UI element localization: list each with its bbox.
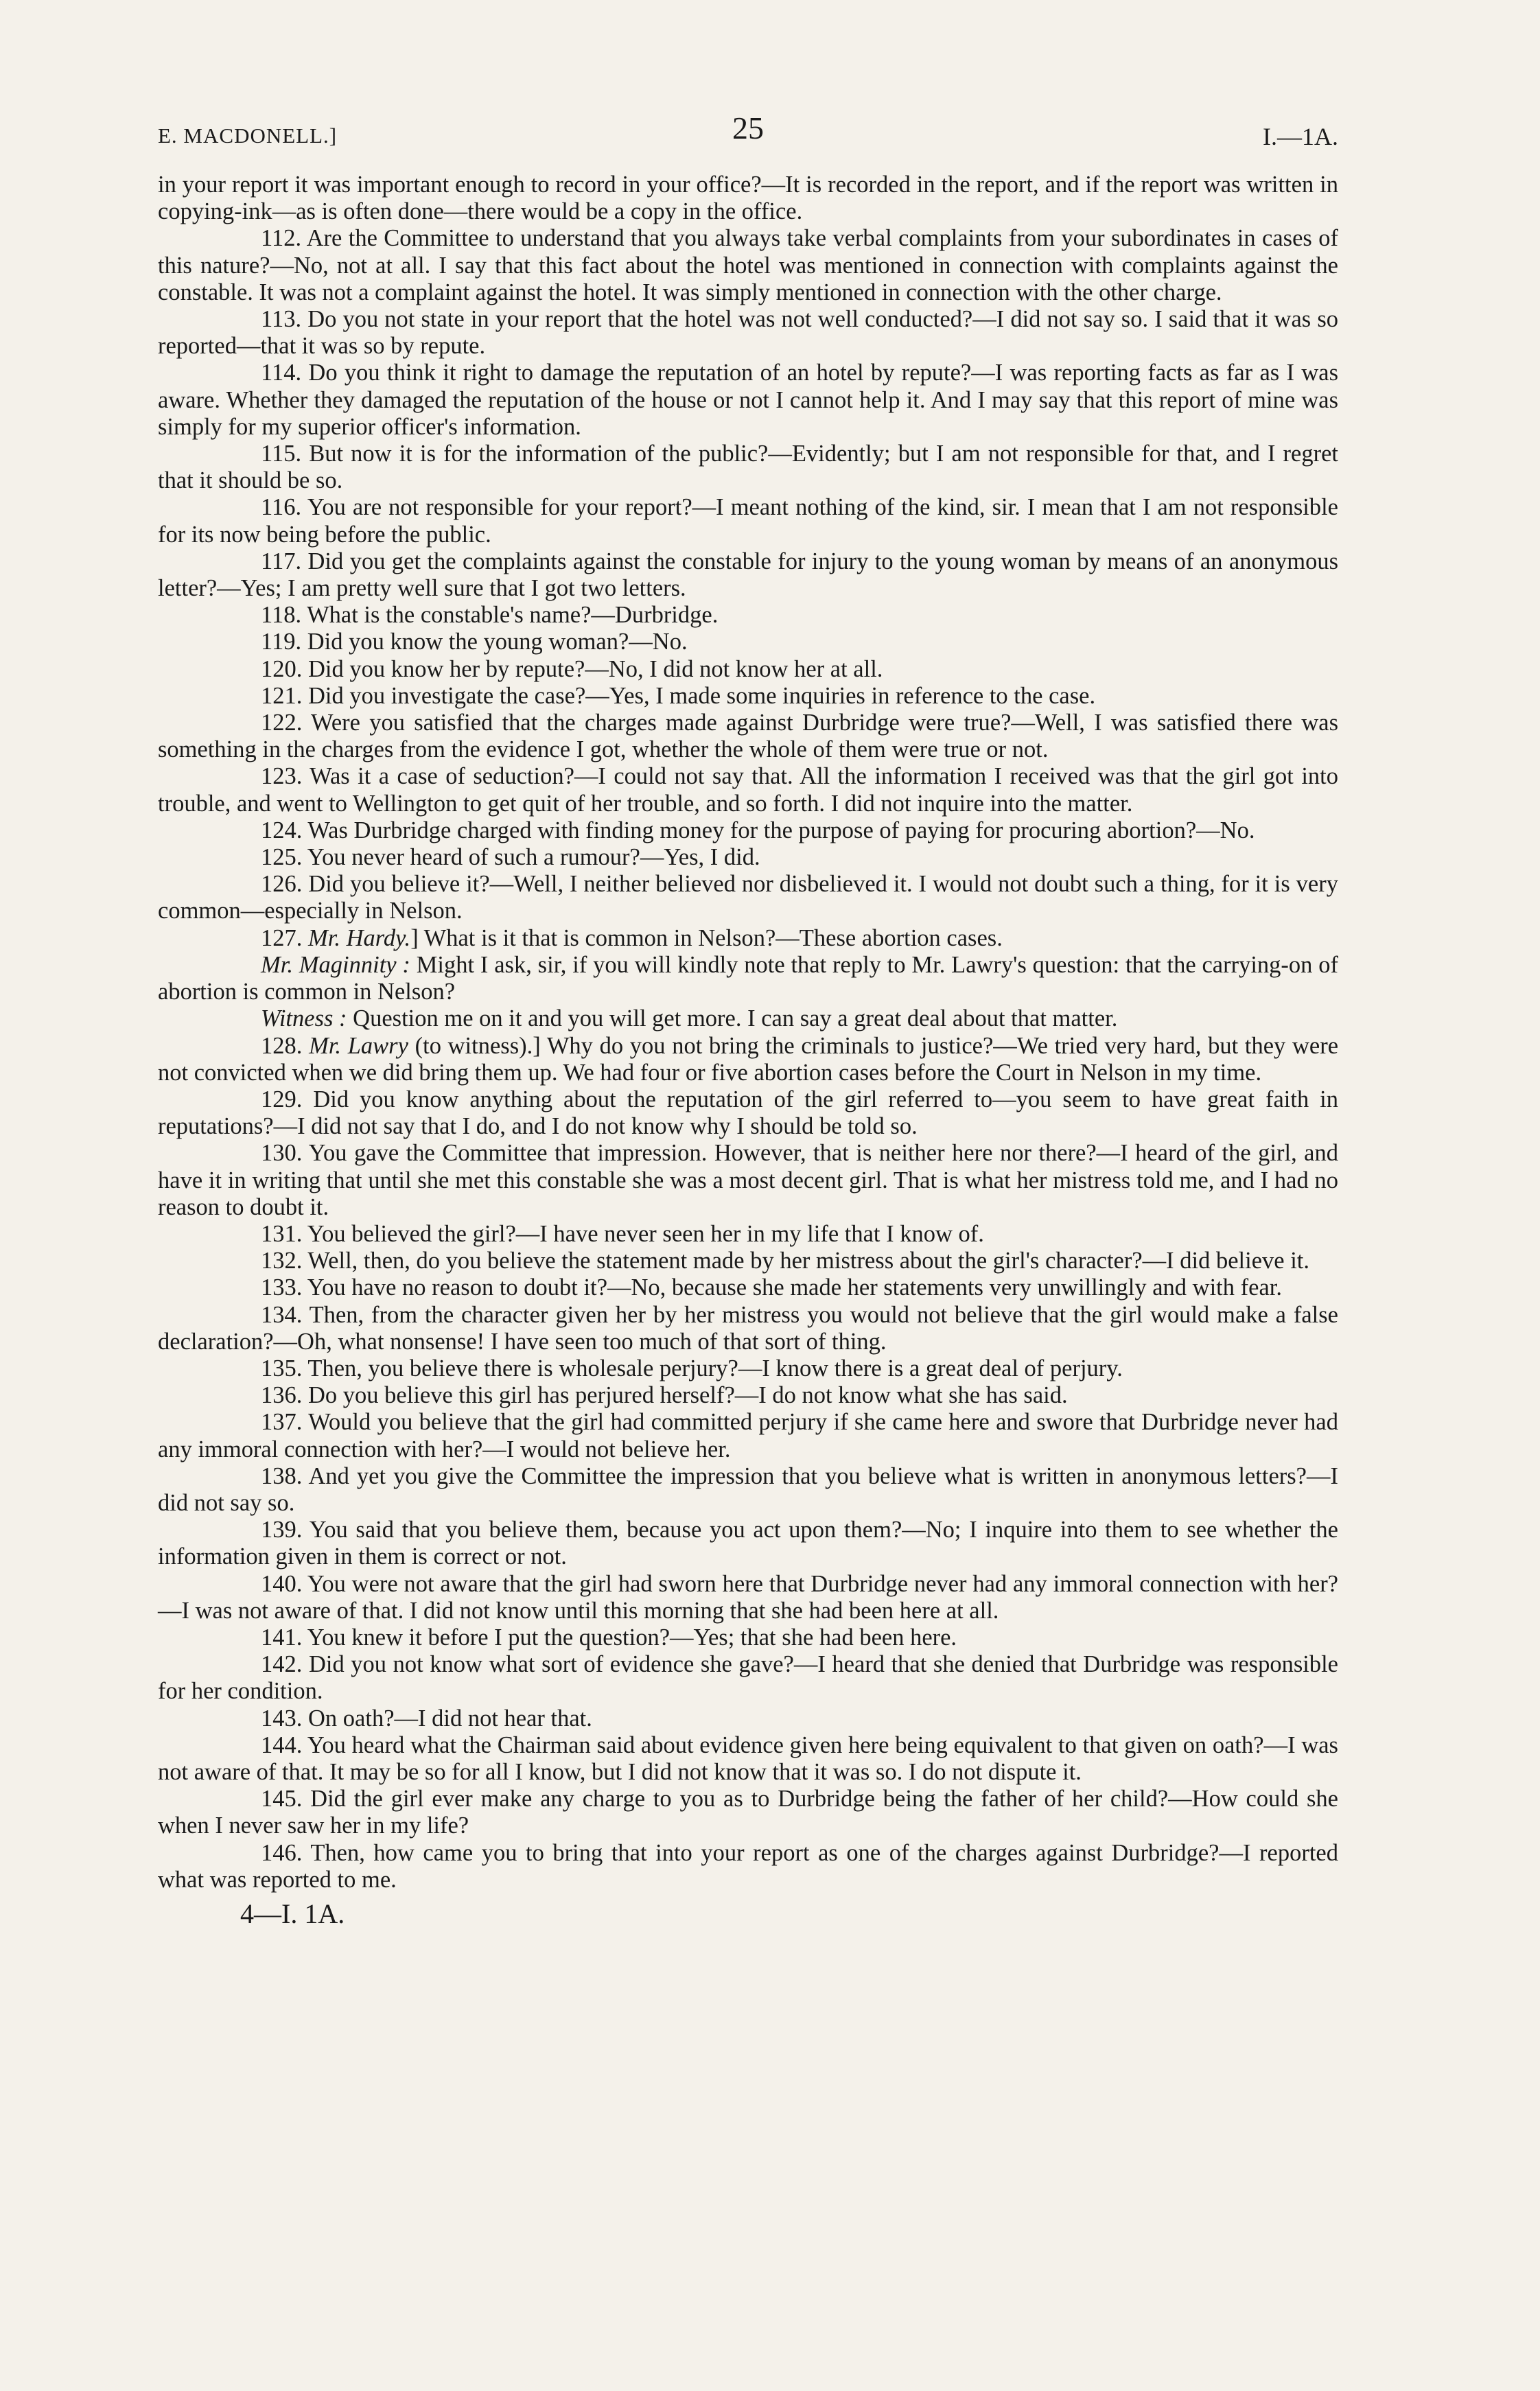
testimony-paragraph bbox=[158, 952, 1338, 1005]
header-witness-name: E. MACDONELL.] bbox=[158, 124, 338, 148]
testimony-paragraph: 136. Do you believe this girl has perjured herself?—I do not know what she has said. bbox=[261, 1382, 1068, 1409]
testimony-paragraph: 133. You have no reason to doubt it?—No, because she made her statements very unwillingly and with fear. bbox=[261, 1274, 1282, 1301]
testimony-paragraph: 139. You said that you believe them, because you act upon them?—No; I inquire into them to see whether the information given in them is correct or not. bbox=[158, 1517, 1338, 1570]
document-page bbox=[158, 110, 1338, 1929]
speaker-name: Mr. Maginnity : bbox=[261, 951, 410, 978]
document-body bbox=[158, 172, 1338, 1893]
paragraph-text: ] What is it that is common in Nelson?—These abortion cases. bbox=[410, 924, 1003, 951]
question-number: 128. bbox=[261, 1032, 310, 1059]
testimony-paragraph: 125. You never heard of such a rumour?—Yes, I did. bbox=[261, 844, 760, 871]
question-number: 127. bbox=[261, 924, 308, 951]
testimony-paragraph: 114. Do you think it right to damage the reputation of an hotel by repute?—I was reporting facts as far as I was aware. Whether they damaged the reputation of the house or not I cannot help it. And I may say that this report of mine was simply for my superior officer's information. bbox=[158, 360, 1338, 440]
paragraph-text: Might I ask, sir, if you will kindly note that reply to Mr. Lawry's question: that the carrying-on of abortion is common in Nelson? bbox=[158, 951, 1338, 1005]
testimony-paragraph: 115. But now it is for the information of the public?—Evidently; but I am not responsible for that, and I regret that it should be so. bbox=[158, 441, 1338, 494]
speaker-name: Mr. Hardy. bbox=[308, 924, 411, 951]
paragraph-text: Question me on it and you will get more. I can say a great deal about that matter. bbox=[347, 1005, 1118, 1032]
testimony-paragraph: 126. Did you believe it?—Well, I neither believed nor disbelieved it. I would not doubt such a thing, for it is very common—especially in Nelson. bbox=[158, 871, 1338, 924]
testimony-paragraph: in your report it was important enough to record in your office?—It is recorded in the report, and if the report was written in copying-ink—as is often done—there would be a copy in the office. bbox=[158, 172, 1338, 225]
testimony-paragraph bbox=[158, 925, 1338, 952]
speaker-name: Mr. Lawry bbox=[309, 1032, 408, 1059]
testimony-paragraph: 129. Did you know anything about the reputation of the girl referred to—you seem to have great faith in reputations?—I did not say that I do, and I do not know why I should be told so. bbox=[158, 1086, 1338, 1140]
testimony-paragraph: 122. Were you satisfied that the charges made against Durbridge were true?—Well, I was satisfied there was something in the charges from the evidence I got, whether the whole of them were true or not. bbox=[158, 710, 1338, 763]
speaker-name: Witness : bbox=[261, 1005, 347, 1032]
testimony-paragraph: 144. You heard what the Chairman said about evidence given here being equivalent to that given on oath?—I was not aware of that. It may be so for all I know, but I did not know that it was so. I do not dispute it. bbox=[158, 1731, 1338, 1785]
testimony-paragraph: 119. Did you know the young woman?—No. bbox=[261, 629, 688, 655]
page-number: 25 bbox=[732, 110, 764, 145]
testimony-paragraph: 132. Well, then, do you believe the statement made by her mistress about the girl's character?—I did believe it. bbox=[261, 1248, 1310, 1274]
testimony-paragraph: 113. Do you not state in your report that the hotel was not well conducted?—I did not say so. I said that it was so reported—that it was so by repute. bbox=[158, 306, 1338, 360]
testimony-paragraph: 140. You were not aware that the girl had sworn here that Durbridge never had any immoral connection with her?—I was not aware of that. I did not know until this morning that she had been here at all. bbox=[158, 1570, 1338, 1624]
testimony-paragraph: 116. You are not responsible for your report?—I meant nothing of the kind, sir. I mean that I am not responsible for its now being before the public. bbox=[158, 494, 1338, 548]
testimony-paragraph: 118. What is the constable's name?—Durbridge. bbox=[261, 602, 719, 629]
header-section-code: I.—1A. bbox=[1263, 123, 1338, 150]
page-header bbox=[158, 110, 1338, 158]
testimony-paragraph: 117. Did you get the complaints against the constable for injury to the young woman by means of an anonymous letter?—Yes; I am pretty well sure that I got two letters. bbox=[158, 548, 1338, 602]
testimony-paragraph: 142. Did you not know what sort of evidence she gave?—I heard that she denied that Durbridge was responsible for her condition. bbox=[158, 1651, 1338, 1705]
testimony-paragraph: 145. Did the girl ever make any charge to you as to Durbridge being the father of her child?—How could she when I never saw her in my life? bbox=[158, 1786, 1338, 1839]
testimony-paragraph: 141. You knew it before I put the question?—Yes; that she had been here. bbox=[261, 1624, 957, 1651]
testimony-paragraph: 146. Then, how came you to bring that into your report as one of the charges against Durbridge?—I reported what was reported to me. bbox=[158, 1839, 1338, 1893]
testimony-paragraph: 143. On oath?—I did not hear that. bbox=[261, 1705, 592, 1731]
page-footer-signature: 4—I. 1A. bbox=[240, 1898, 345, 1929]
testimony-paragraph bbox=[158, 1033, 1338, 1086]
testimony-paragraph: 137. Would you believe that the girl had committed perjury if she came here and swore that Durbridge never had any immoral connection with her?—I would not believe her. bbox=[158, 1409, 1338, 1462]
testimony-paragraph: 130. You gave the Committee that impression. However, that is neither here nor there?—I heard of the girl, and have it in writing that until she met this constable she was a most decent girl. That is what her mistress told me, and I had no reason to doubt it. bbox=[158, 1140, 1338, 1220]
testimony-paragraph: 112. Are the Committee to understand that you always take verbal complaints from your subordinates in cases of this nature?—No, not at all. I say that this fact about the hotel was mentioned in connection with complaints against the constable. It was not a complaint against the hotel. It was simply mentioned in connection with the other charge. bbox=[158, 225, 1338, 305]
paragraph-text: (to witness).] Why do you not bring the criminals to justice?—We tried very hard, but they were not convicted when we did bring them up. We had four or five abortion cases before the Court in Nelson in my time. bbox=[158, 1032, 1339, 1086]
testimony-paragraph: 131. You believed the girl?—I have never seen her in my life that I know of. bbox=[261, 1220, 984, 1247]
testimony-paragraph: 134. Then, from the character given her by her mistress you would not believe that the girl would make a false declaration?—Oh, what nonsense! I have seen too much of that sort of thing. bbox=[158, 1301, 1338, 1355]
testimony-paragraph bbox=[158, 1005, 1338, 1032]
testimony-paragraph: 138. And yet you give the Committee the impression that you believe what is written in anonymous letters?—I did not say so. bbox=[158, 1462, 1338, 1516]
testimony-paragraph: 123. Was it a case of seduction?—I could not say that. All the information I received was that the girl got into trouble, and went to Wellington to get quit of her trouble, and so forth. I did not inquire into the matter. bbox=[158, 763, 1338, 817]
testimony-paragraph: 120. Did you know her by repute?—No, I did not know her at all. bbox=[261, 655, 883, 682]
testimony-paragraph: 121. Did you investigate the case?—Yes, I made some inquiries in reference to the case. bbox=[261, 682, 1096, 709]
testimony-paragraph: 135. Then, you believe there is wholesale perjury?—I know there is a great deal of perjury. bbox=[261, 1355, 1123, 1381]
testimony-paragraph: 124. Was Durbridge charged with finding money for the purpose of paying for procuring abortion?—No. bbox=[261, 817, 1255, 843]
